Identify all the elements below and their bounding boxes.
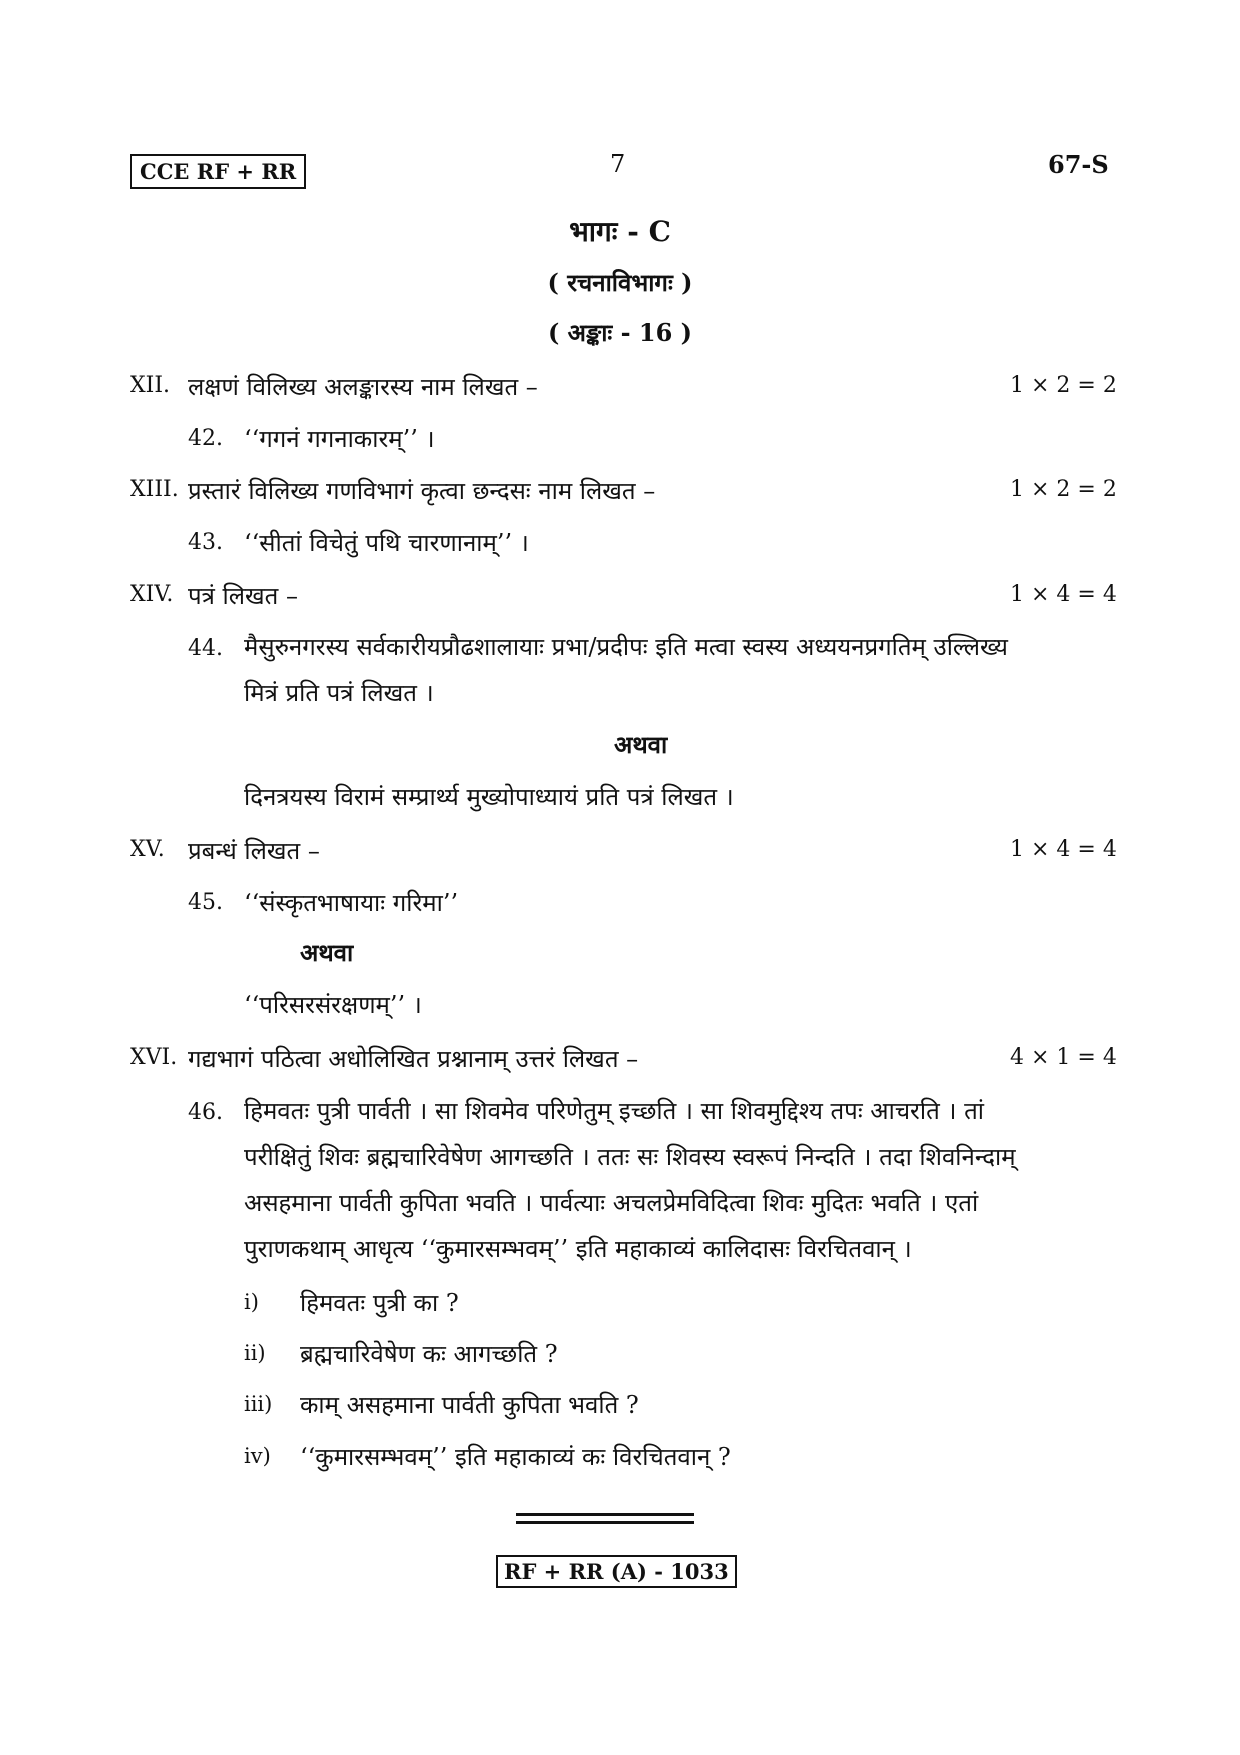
or-heading: अथवा [300, 938, 354, 967]
question-marks: 1 × 4 = 4 [1010, 582, 1117, 607]
subquestion-label: i) [244, 1290, 259, 1314]
subquestion-label: iii) [244, 1392, 273, 1416]
question-text: प्रबन्धं लिखत – [188, 837, 320, 865]
subquestion-label: ii) [244, 1341, 266, 1365]
question-text: प्रस्तारं विलिख्य गणविभागं कृत्वा छन्दसः नाम लिखत – [188, 477, 656, 505]
question-marks: 1 × 2 = 2 [1010, 477, 1117, 502]
question-number: XV. [130, 837, 165, 862]
subquestion-label: iv) [244, 1444, 271, 1468]
question-text: पत्रं लिखत – [188, 582, 298, 610]
question-marks: 1 × 2 = 2 [1010, 373, 1117, 398]
footer-code-box: RF + RR (A) - 1033 [496, 1555, 737, 1588]
paper-code-box: CCE RF + RR [130, 154, 306, 189]
page-number: 7 [610, 150, 626, 178]
question-number: XII. [130, 373, 171, 398]
subquestion-text: ब्रह्मचारिवेषेण कः आगच्छति ? [300, 1340, 558, 1368]
question-number: XIII. [130, 477, 179, 502]
end-rule [516, 1521, 694, 1524]
passage-line: परीक्षितुं शिवः ब्रह्मचारिवेषेण आगच्छति । ततः सः शिवस्य स्वरूपं निन्दति । तदा शिवनिन्दाम् [244, 1143, 1016, 1171]
question-text: लक्षणं विलिख्य अलङ्कारस्य नाम लिखत – [188, 373, 538, 401]
end-rule [516, 1513, 694, 1516]
question-marks: 1 × 4 = 4 [1010, 837, 1117, 862]
subquestion-text: ‘‘कुमारसम्भवम्’’ इति महाकाव्यं कः विरचितवान् ? [300, 1443, 731, 1471]
part-title: भागः - C [569, 215, 671, 248]
passage-line: हिमवतः पुत्री पार्वती । सा शिवमेव परिणेतुम् इच्छति । सा शिवमुद्दिश्य तपः आचरति । तां [244, 1097, 985, 1125]
item-text: ‘‘गगनं गगनाकारम्’’ । [244, 425, 435, 453]
passage-line: असहमाना पार्वती कुपिता भवति । पार्वत्याः अचलप्रेमविदित्वा शिवः मुदितः भवति । एतां [244, 1189, 979, 1217]
part-subtitle: ( रचनाविभागः ) [547, 268, 693, 297]
item-line: मित्रं प्रति पत्रं लिखत । [244, 679, 434, 707]
subject-code: 67-S [1048, 150, 1109, 179]
item-line: मैसुरुनगरस्य सर्वकारीयप्रौढशालायाः प्रभा/प्रदीपः इति मत्वा स्वस्य अध्ययनप्रगतिम् उल्लिख्य [244, 633, 1008, 661]
alternative-text: दिनत्रयस्य विरामं सम्प्रार्थ्य मुख्योपाध्यायं प्रति पत्रं लिखत । [244, 783, 734, 811]
passage-line: पुराणकथाम् आधृत्य ‘‘कुमारसम्भवम्’’ इति महाकाव्यं कालिदासः विरचितवान् । [244, 1235, 912, 1263]
or-heading: अथवा [614, 730, 668, 759]
item-number: 44. [188, 636, 223, 661]
question-text: गद्यभागं पठित्वा अधोलिखित प्रश्नानाम् उत्तरं लिखत – [188, 1045, 639, 1073]
passage [244, 1088, 1114, 1272]
subquestion-text: काम् असहमाना पार्वती कुपिता भवति ? [300, 1391, 639, 1419]
question-number: XIV. [130, 582, 174, 607]
question-number: XVI. [130, 1045, 178, 1070]
item-text: ‘‘सीतां विचेतुं पथि चारणानाम्’’ । [244, 529, 529, 557]
item-number: 45. [188, 890, 223, 915]
alternative-text: ‘‘परिसरसंरक्षणम्’’ । [244, 991, 422, 1019]
question-marks: 4 × 1 = 4 [1010, 1045, 1117, 1070]
item-number: 42. [188, 426, 223, 451]
item-number: 43. [188, 530, 223, 555]
item-paragraph [244, 624, 1114, 716]
item-number: 46. [188, 1100, 223, 1125]
item-text: ‘‘संस्कृतभाषायाः गरिमा’’ [244, 889, 459, 917]
subquestion-text: हिमवतः पुत्री का ? [300, 1289, 459, 1317]
part-marks: ( अङ्काः - 16 ) [547, 318, 693, 347]
